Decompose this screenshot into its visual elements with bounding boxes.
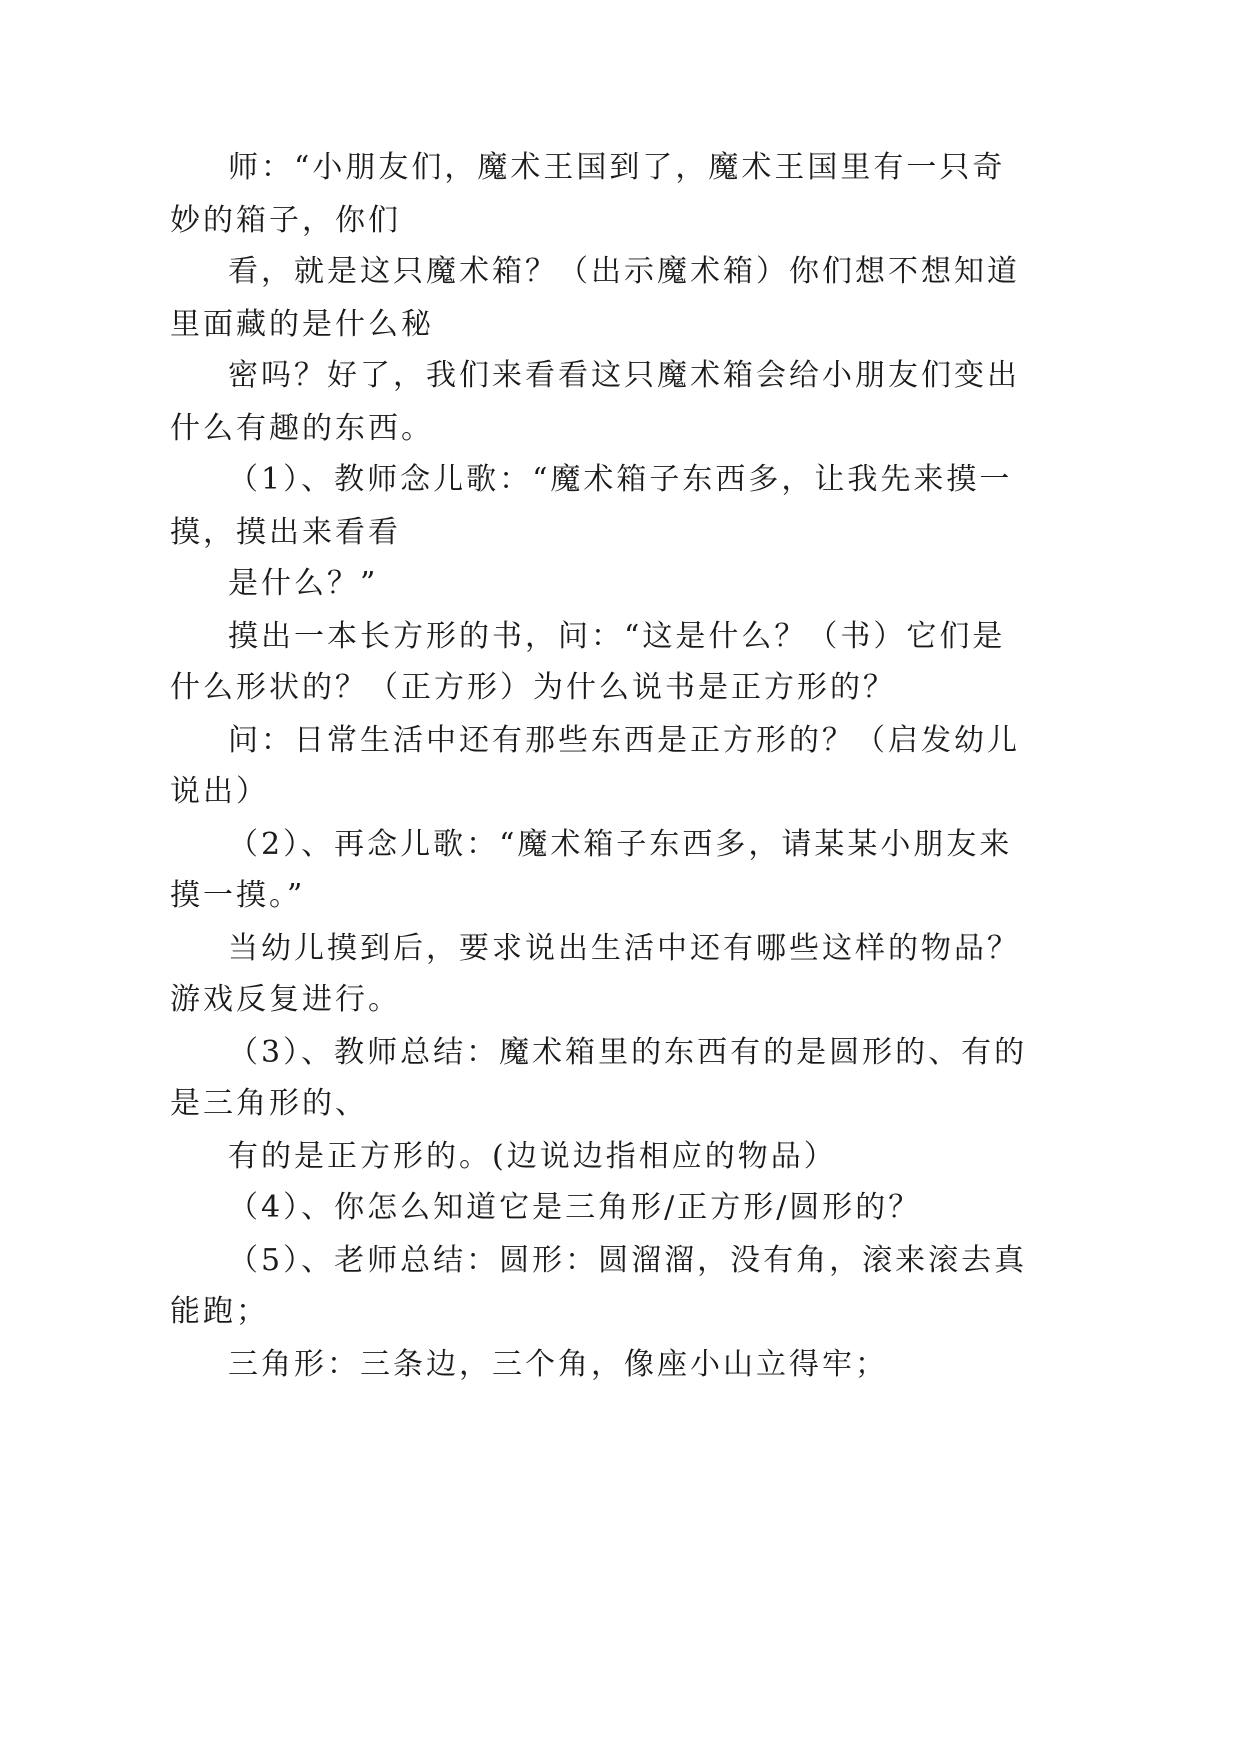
text-line: 游戏反复进行。	[170, 982, 401, 1017]
text-line: （2）、再念儿歌：“魔术箱子东西多，请某某小朋友来	[228, 827, 1013, 862]
text-line: 有的是正方形的。(边说边指相应的物品）	[228, 1139, 837, 1174]
text-line: 密吗？好了，我们来看看这只魔术箱会给小朋友们变出	[228, 358, 1020, 393]
text-line: 师：“小朋友们，魔术王国到了，魔术王国里有一只奇	[228, 150, 1006, 185]
text-line: （4）、你怎么知道它是三角形/正方形/圆形的？	[228, 1190, 922, 1225]
text-line: 看，就是这只魔术箱？（出示魔术箱）你们想不想知道	[228, 254, 1020, 289]
text-line: 当幼儿摸到后，要求说出生活中还有哪些这样的物品？	[228, 931, 1020, 966]
text-line: 问：日常生活中还有那些东西是正方形的？（启发幼儿	[228, 723, 1020, 758]
text-line: 摸出一本长方形的书，问：“这是什么？（书）它们是	[228, 619, 1006, 654]
text-line: 妙的箱子，你们	[170, 203, 401, 238]
text-line: 里面藏的是什么秘	[170, 307, 434, 342]
text-line: 能跑；	[170, 1294, 269, 1329]
text-line: （5）、老师总结：圆形：圆溜溜，没有角，滚来滚去真	[228, 1243, 1028, 1278]
text-line: 什么形状的？（正方形）为什么说书是正方形的？	[170, 670, 896, 705]
text-line: （1）、教师念儿歌：“魔术箱子东西多，让我先来摸一	[228, 462, 1013, 497]
text-line: 三角形：三条边，三个角，像座小山立得牢；	[228, 1347, 888, 1382]
text-line: 摸，摸出来看看	[170, 515, 401, 550]
text-line: 是什么？”	[228, 566, 379, 601]
text-line: 什么有趣的东西。	[170, 411, 434, 446]
text-line: 是三角形的、	[170, 1086, 368, 1121]
text-line: 摸一摸。”	[170, 878, 306, 913]
text-line: （3）、教师总结：魔术箱里的东西有的是圆形的、有的	[228, 1035, 1028, 1070]
text-line: 说出）	[170, 774, 269, 809]
